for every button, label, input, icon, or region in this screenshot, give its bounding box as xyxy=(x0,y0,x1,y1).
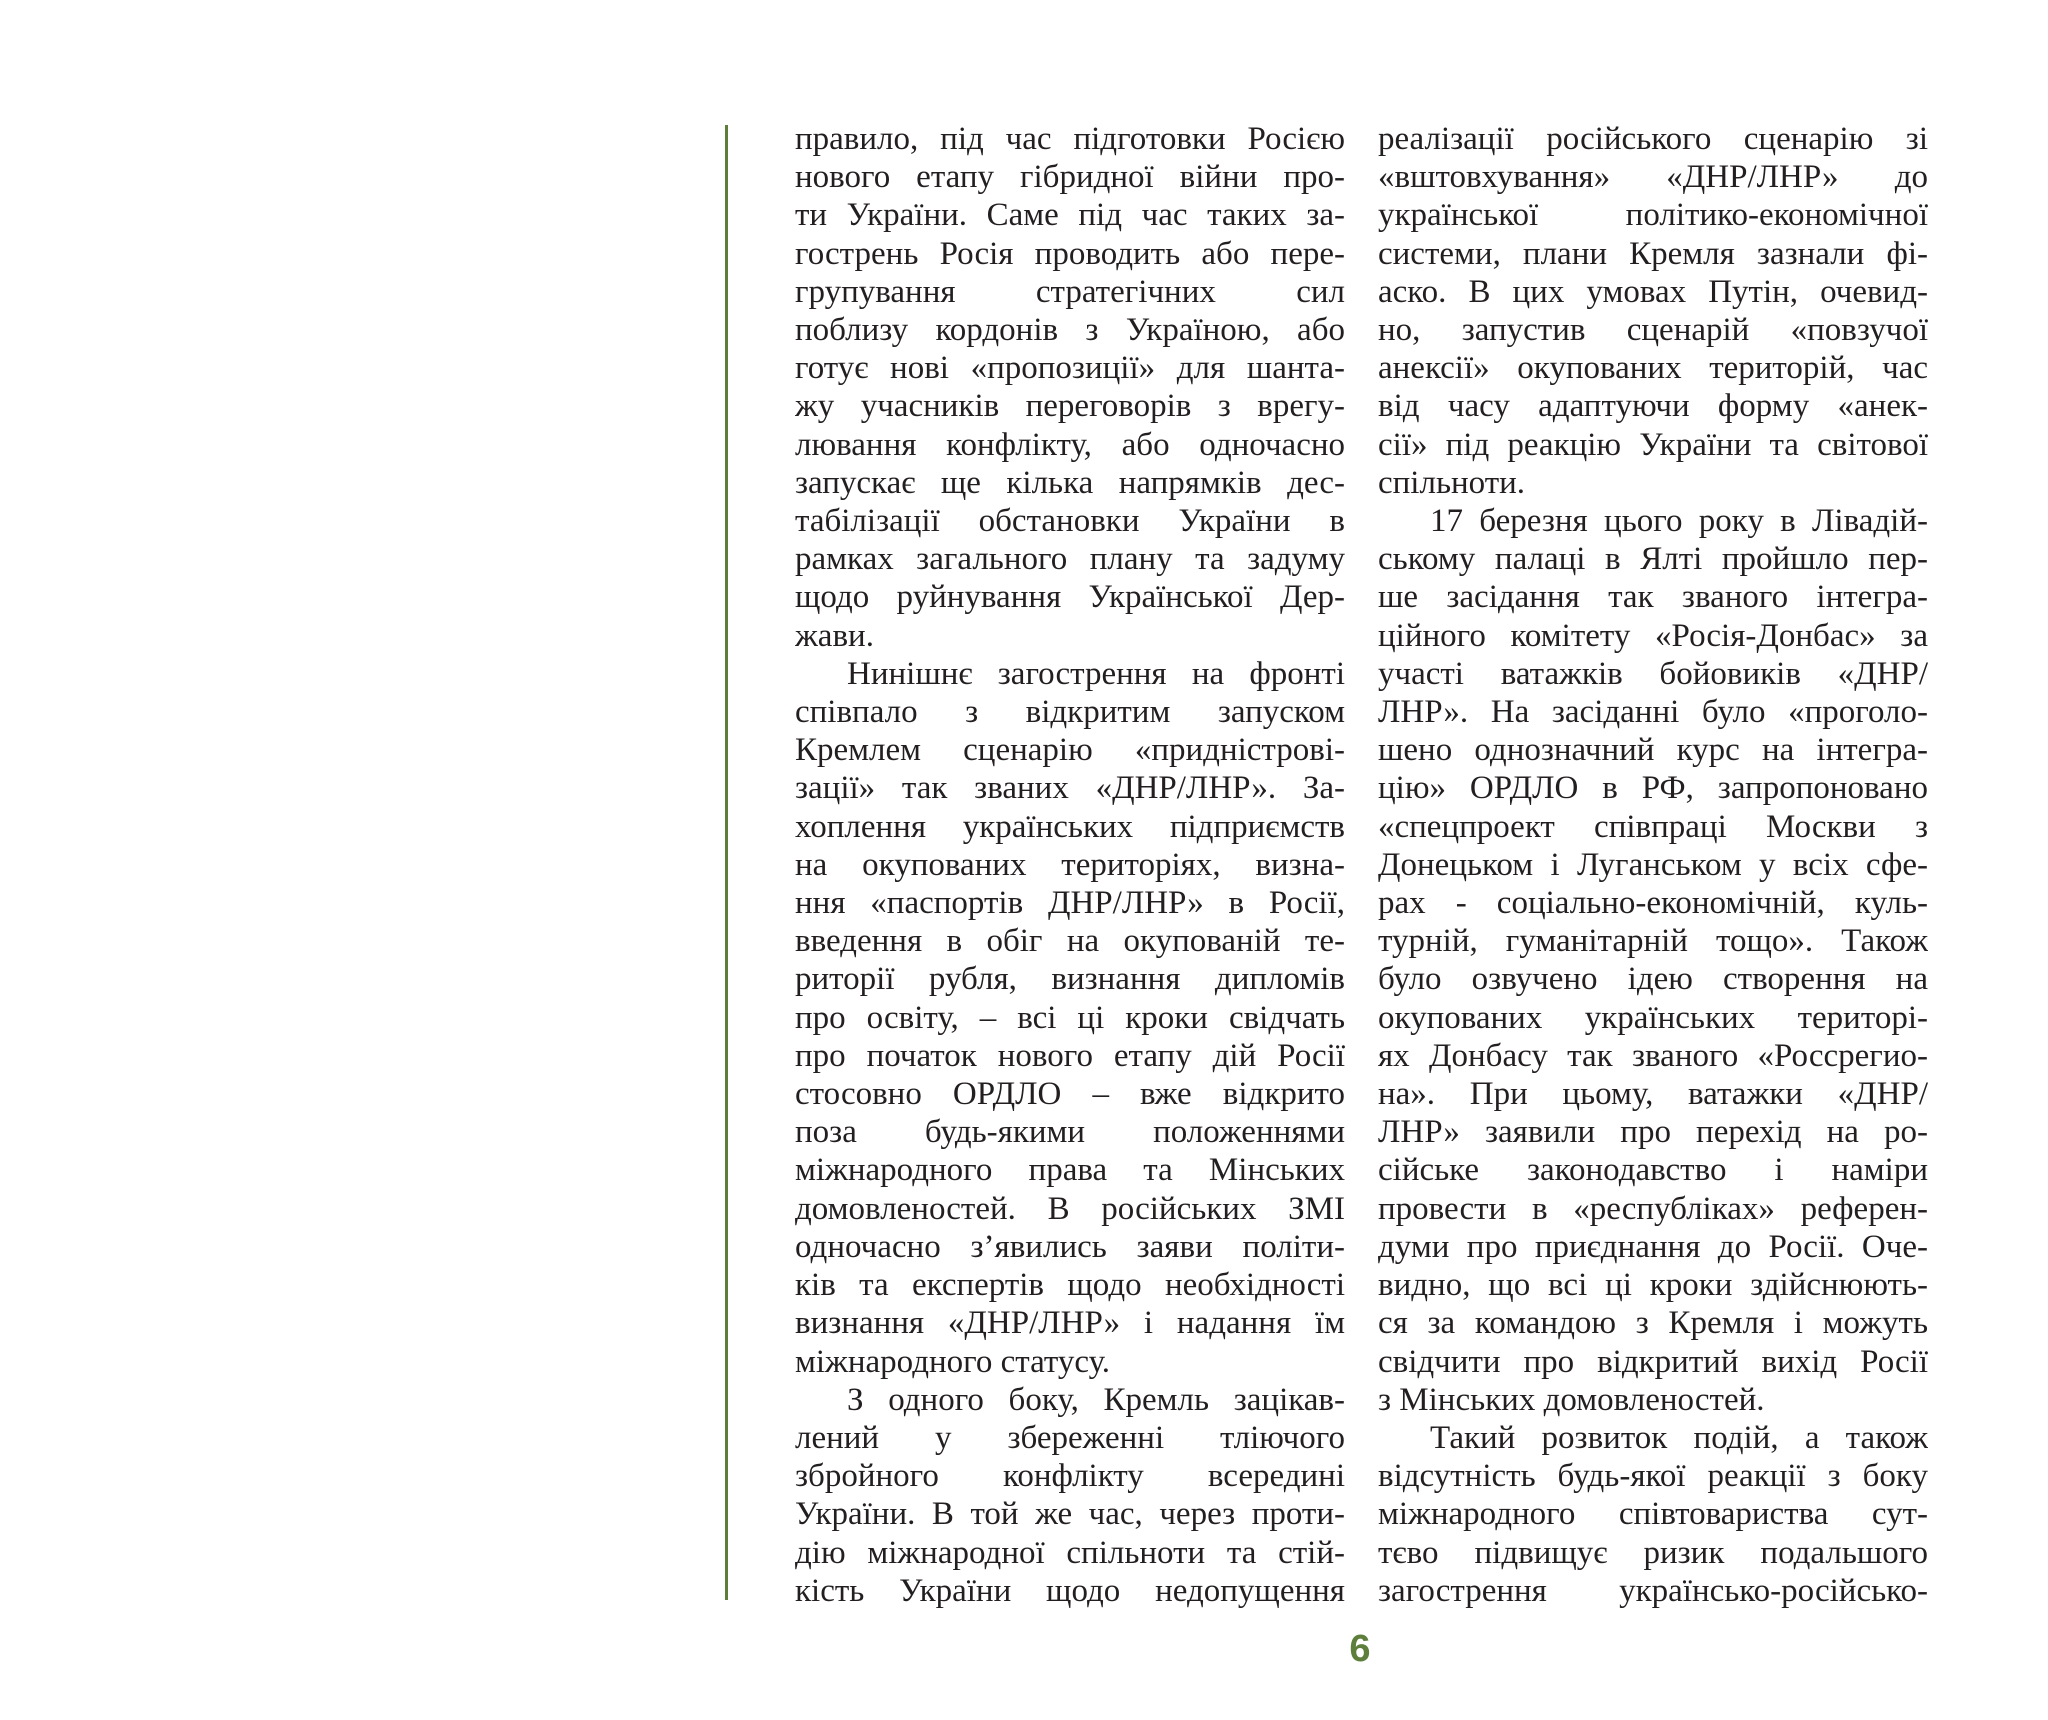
text-line: збройного конфлікту всередині xyxy=(795,1458,1345,1495)
text-line: «вштовхування» «ДНР/ЛНР» до xyxy=(1378,159,1928,196)
text-line: нового етапу гібридної війни про- xyxy=(795,159,1345,196)
text-column-right xyxy=(1378,120,1928,1610)
text-line: щодо руйнування Української Дер- xyxy=(795,579,1345,616)
text-line: ЛНР» заявили про перехід на ро- xyxy=(1378,1114,1928,1151)
text-line: міжнародного співтовариства сут- xyxy=(1378,1496,1928,1533)
text-line: Донецьком і Луганськом у всіх сфе- xyxy=(1378,846,1928,883)
text-line: жави. xyxy=(795,617,874,654)
text-line: ти України. Саме під час таких за- xyxy=(795,197,1345,234)
text-line: видно, що всі ці кроки здійснюють- xyxy=(1378,1267,1928,1304)
text-column-left xyxy=(795,120,1345,1610)
text-line: ння «паспортів ДНР/ЛНР» в Росії, xyxy=(795,885,1345,922)
text-line: риторії рубля, визнання дипломів xyxy=(795,961,1345,998)
text-line: Кремлем сценарію «придністрові- xyxy=(795,732,1345,769)
text-line: Нинішнє загострення на фронті xyxy=(847,655,1345,692)
text-line: тєво підвищує ризик подальшого xyxy=(1378,1534,1928,1571)
text-line: визнання «ДНР/ЛНР» і надання їм xyxy=(795,1305,1345,1342)
text-line: України. В той же час, через проти- xyxy=(795,1496,1345,1533)
text-line: провести в «республіках» референ- xyxy=(1378,1190,1928,1227)
text-line: окупованих українських територі- xyxy=(1378,999,1928,1036)
text-line: стосовно ОРДЛО – вже відкрито xyxy=(795,1076,1345,1113)
text-line: на». При цьому, ватажки «ДНР/ xyxy=(1378,1076,1928,1113)
text-line: турній, гуманітарній тощо». Також xyxy=(1378,923,1928,960)
text-line: но, запустив сценарій «повзучої xyxy=(1378,312,1928,349)
text-line: ЛНР». На засіданні було «проголо- xyxy=(1378,694,1928,731)
text-line: міжнародного права та Мінських xyxy=(795,1152,1345,1189)
text-line: реалізації російського сценарію зі xyxy=(1378,121,1928,157)
text-line: системи, плани Кремля зазнали фі- xyxy=(1378,235,1928,272)
text-line: З одного боку, Кремль зацікав- xyxy=(847,1381,1345,1418)
text-line: цію» ОРДЛО в РФ, запропоновано xyxy=(1378,770,1928,807)
text-line: групування стратегічних сил xyxy=(795,273,1345,310)
text-line: сійське законодавство і наміри xyxy=(1378,1152,1928,1189)
text-line: було озвучено ідею створення на xyxy=(1378,961,1928,998)
text-line: 17 березня цього року в Лівадій- xyxy=(1430,503,1928,540)
text-line: аско. В цих умовах Путін, очевид- xyxy=(1378,273,1928,310)
text-line: відсутність будь-якої реакції з боку xyxy=(1378,1458,1928,1495)
text-line: співпало з відкритим запуском xyxy=(795,694,1345,731)
text-line: лювання конфлікту, або одночасно xyxy=(795,426,1345,463)
text-line: табілізації обстановки України в xyxy=(795,503,1345,540)
text-line: свідчити про відкритий вихід Росії xyxy=(1378,1343,1928,1380)
text-line: ційного комітету «Росія-Донбас» за xyxy=(1378,617,1928,654)
text-line: на окупованих територіях, визна- xyxy=(795,846,1345,883)
text-line: хоплення українських підприємств xyxy=(795,808,1345,845)
text-line: жу учасників переговорів з врегу- xyxy=(795,388,1345,425)
text-line: дію міжнародної спільноти та стій- xyxy=(795,1534,1345,1571)
text-line: ях Донбасу так званого «Россрегио- xyxy=(1378,1037,1928,1074)
text-line: Такий розвиток подій, а також xyxy=(1430,1419,1928,1456)
text-line: гострень Росія проводить або пере- xyxy=(795,235,1345,272)
text-line: правило, під час підготовки Росією xyxy=(795,121,1345,157)
text-line: загострення українсько-російсько- xyxy=(1378,1572,1928,1609)
text-line: зації» так званих «ДНР/ЛНР». За- xyxy=(795,770,1345,807)
text-line: думи про приєднання до Росії. Оче- xyxy=(1378,1228,1928,1265)
vertical-accent-rule xyxy=(725,125,728,1600)
text-line: про початок нового етапу дій Росії xyxy=(795,1037,1345,1074)
text-line: введення в обіг на окупованій те- xyxy=(795,923,1345,960)
text-line: готує нові «пропозиції» для шанта- xyxy=(795,350,1345,387)
text-line: лений у збереженні тліючого xyxy=(795,1419,1345,1456)
text-line: поблизу кордонів з Україною, або xyxy=(795,312,1345,349)
text-line: спільноти. xyxy=(1378,464,1526,501)
text-line: домовленостей. В російських ЗМІ xyxy=(795,1190,1345,1227)
text-line: участі ватажків бойовиків «ДНР/ xyxy=(1378,655,1928,692)
text-line: ків та експертів щодо необхідності xyxy=(795,1267,1345,1304)
text-line: рах - соціально-економічній, куль- xyxy=(1378,885,1928,922)
text-line: української політико-економічної xyxy=(1378,197,1928,234)
text-line: рамках загального плану та задуму xyxy=(795,541,1345,578)
text-line: «спецпроект співпраці Москви з xyxy=(1378,808,1928,845)
text-line: з Мінських домовленостей. xyxy=(1378,1381,1765,1418)
text-line: ся за командою з Кремля і можуть xyxy=(1378,1305,1928,1342)
text-line: шено однозначний курс на інтегра- xyxy=(1378,732,1928,769)
text-line: кість України щодо недопущення xyxy=(795,1572,1345,1609)
text-line: про освіту, – всі ці кроки свідчать xyxy=(795,999,1345,1036)
text-line: сії» під реакцію України та світової xyxy=(1378,426,1928,463)
text-line: запускає ще кілька напрямків дес- xyxy=(795,464,1345,501)
text-line: анексії» окупованих територій, час xyxy=(1378,350,1928,387)
text-line: поза будь-якими положеннями xyxy=(795,1114,1345,1151)
text-line: міжнародного статусу. xyxy=(795,1343,1111,1380)
page-number: 6 xyxy=(1349,1628,1371,1670)
text-line: одночасно з’явились заяви політи- xyxy=(795,1228,1345,1265)
text-line: ше засідання так званого інтегра- xyxy=(1378,579,1928,616)
text-line: ському палаці в Ялті пройшло пер- xyxy=(1378,541,1928,578)
text-line: від часу адаптуючи форму «анек- xyxy=(1378,388,1928,425)
